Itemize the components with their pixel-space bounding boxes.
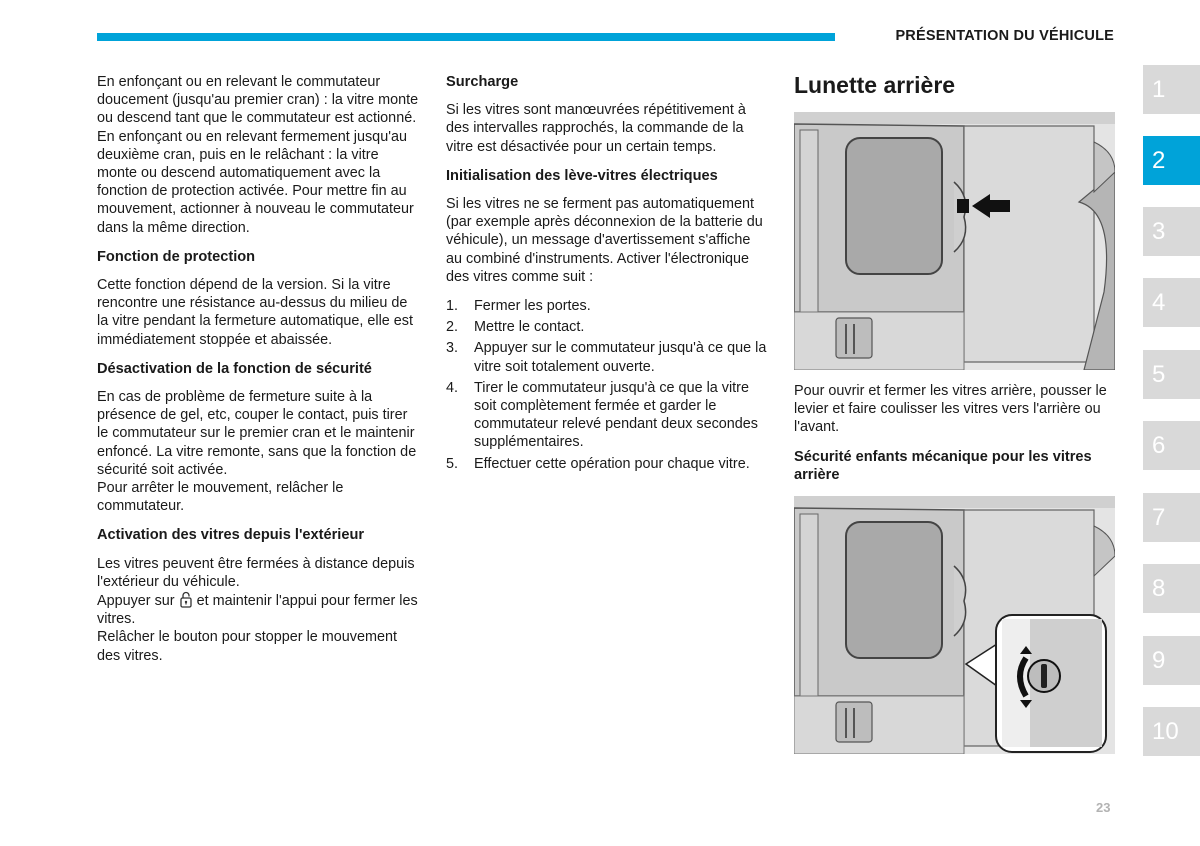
paragraph: En enfonçant ou en relevant le commutateur doucement (jusqu'au premier cran) : la vitre monte ou descend tant que le commutateur est actionné. — [97, 74, 419, 127]
list-item — [446, 455, 768, 473]
paragraph: En cas de problème de fermeture suite à la présence de gel, etc, couper le contact, puis tirer le commutateur sur le premier cran et le maintenir enfoncé. La vitre remonte, sans que la fonction de sécurité soit activée. — [97, 389, 417, 478]
chapter-tab-10[interactable]: 10 — [1143, 707, 1200, 756]
section-title: PRÉSENTATION DU VÉHICULE — [895, 28, 1114, 44]
step-text: Tirer le commutateur jusqu'à ce que la vitre soit complètement fermée et garder le commutateur relevé pendant deux secondes supplémentaires. — [474, 379, 758, 451]
chapter-tab-3[interactable]: 3 — [1143, 207, 1200, 256]
chapter-tab-2[interactable]: 2 — [1143, 136, 1200, 185]
step-number: 3. — [446, 340, 459, 357]
step-number: 4. — [446, 379, 459, 396]
child-lock-drawing — [794, 496, 1115, 754]
paragraph: En enfonçant ou en relevant fermement jusqu'au deuxième cran, puis en le relâchant : la vitre monte ou descend automatiquement avec la fonction de protection activée. Pour mettre fin au mouvement, actionner à nouveau le commutateur dans la même direction. — [97, 128, 414, 236]
heading-initialisation: Initialisation des lève-vitres électriques — [446, 167, 718, 184]
heading-protection: Fonction de protection — [97, 248, 256, 265]
column-middle — [446, 73, 768, 476]
list-item — [446, 379, 768, 452]
list-item — [446, 318, 768, 336]
steps-list — [446, 297, 768, 473]
paragraph-with-icon — [97, 591, 419, 628]
text-after-icon: et maintenir l'appui pour fermer les vitres. — [97, 593, 418, 628]
heading-surcharge: Surcharge — [446, 74, 519, 90]
child-lock-illustration — [794, 496, 1115, 754]
step-text: Mettre le contact. — [474, 319, 585, 336]
chapter-tab-4[interactable]: 4 — [1143, 278, 1200, 327]
step-text: Effectuer cette opération pour chaque vitre. — [474, 455, 750, 472]
paragraph: Relâcher le bouton pour stopper le mouvement des vitres. — [97, 629, 397, 664]
chapter-tab-6[interactable]: 6 — [1143, 421, 1200, 470]
step-text: Fermer les portes. — [474, 298, 591, 315]
heading-desactivation: Désactivation de la fonction de sécurité — [97, 360, 372, 377]
header-accent-bar — [97, 33, 835, 41]
padlock-icon — [180, 591, 192, 608]
list-item — [446, 297, 768, 315]
heading-securite-enfants: Sécurité enfants mécanique pour les vitres arrière — [794, 448, 1092, 483]
step-number: 1. — [446, 298, 459, 315]
rear-window-illustration — [794, 112, 1115, 370]
paragraph: Pour ouvrir et fermer les vitres arrière, pousser le levier et faire coulisser les vitres vers l'arrière ou l'avant. — [794, 383, 1107, 436]
step-number: 2. — [446, 319, 459, 336]
heading-activation: Activation des vitres depuis l'extérieur — [97, 527, 365, 544]
chapter-tab-5[interactable]: 5 — [1143, 350, 1200, 399]
paragraph: Si les vitres sont manœuvrées répétitivement à des intervalles rapprochés, la commande de la vitre est désactivée pour un certain temps. — [446, 102, 746, 155]
column-left — [97, 73, 419, 676]
paragraph: Les vitres peuvent être fermées à distance depuis l'extérieur du véhicule. — [97, 555, 415, 590]
chapter-tab-8[interactable]: 8 — [1143, 564, 1200, 613]
step-number: 5. — [446, 455, 459, 472]
heading-lunette: Lunette arrière — [794, 72, 956, 98]
paragraph: Si les vitres ne se ferment pas automatiquement (par exemple après déconnexion de la batterie du véhicule), un message d'avertissement s'affiche au combiné d'instruments. Activer l'électronique des vitres comme suit : — [446, 196, 763, 285]
page-number: 23 — [1096, 800, 1111, 815]
chapter-tab-7[interactable]: 7 — [1143, 493, 1200, 542]
step-text: Appuyer sur le commutateur jusqu'à ce que la vitre soit totalement ouverte. — [474, 340, 767, 375]
chapter-tab-9[interactable]: 9 — [1143, 636, 1200, 685]
list-item — [446, 339, 768, 375]
text-before-icon: Appuyer sur — [97, 593, 175, 610]
paragraph: Cette fonction dépend de la version. Si la vitre rencontre une résistance au-dessus du milieu de la vitre pendant la fermeture automatique, elle est immédiatement stoppée et abaissée. — [97, 277, 413, 348]
column-right — [794, 71, 1116, 766]
chapter-tab-1[interactable]: 1 — [1143, 65, 1200, 114]
paragraph: Pour arrêter le mouvement, relâcher le commutateur. — [97, 480, 344, 515]
rear-window-drawing — [794, 112, 1115, 370]
